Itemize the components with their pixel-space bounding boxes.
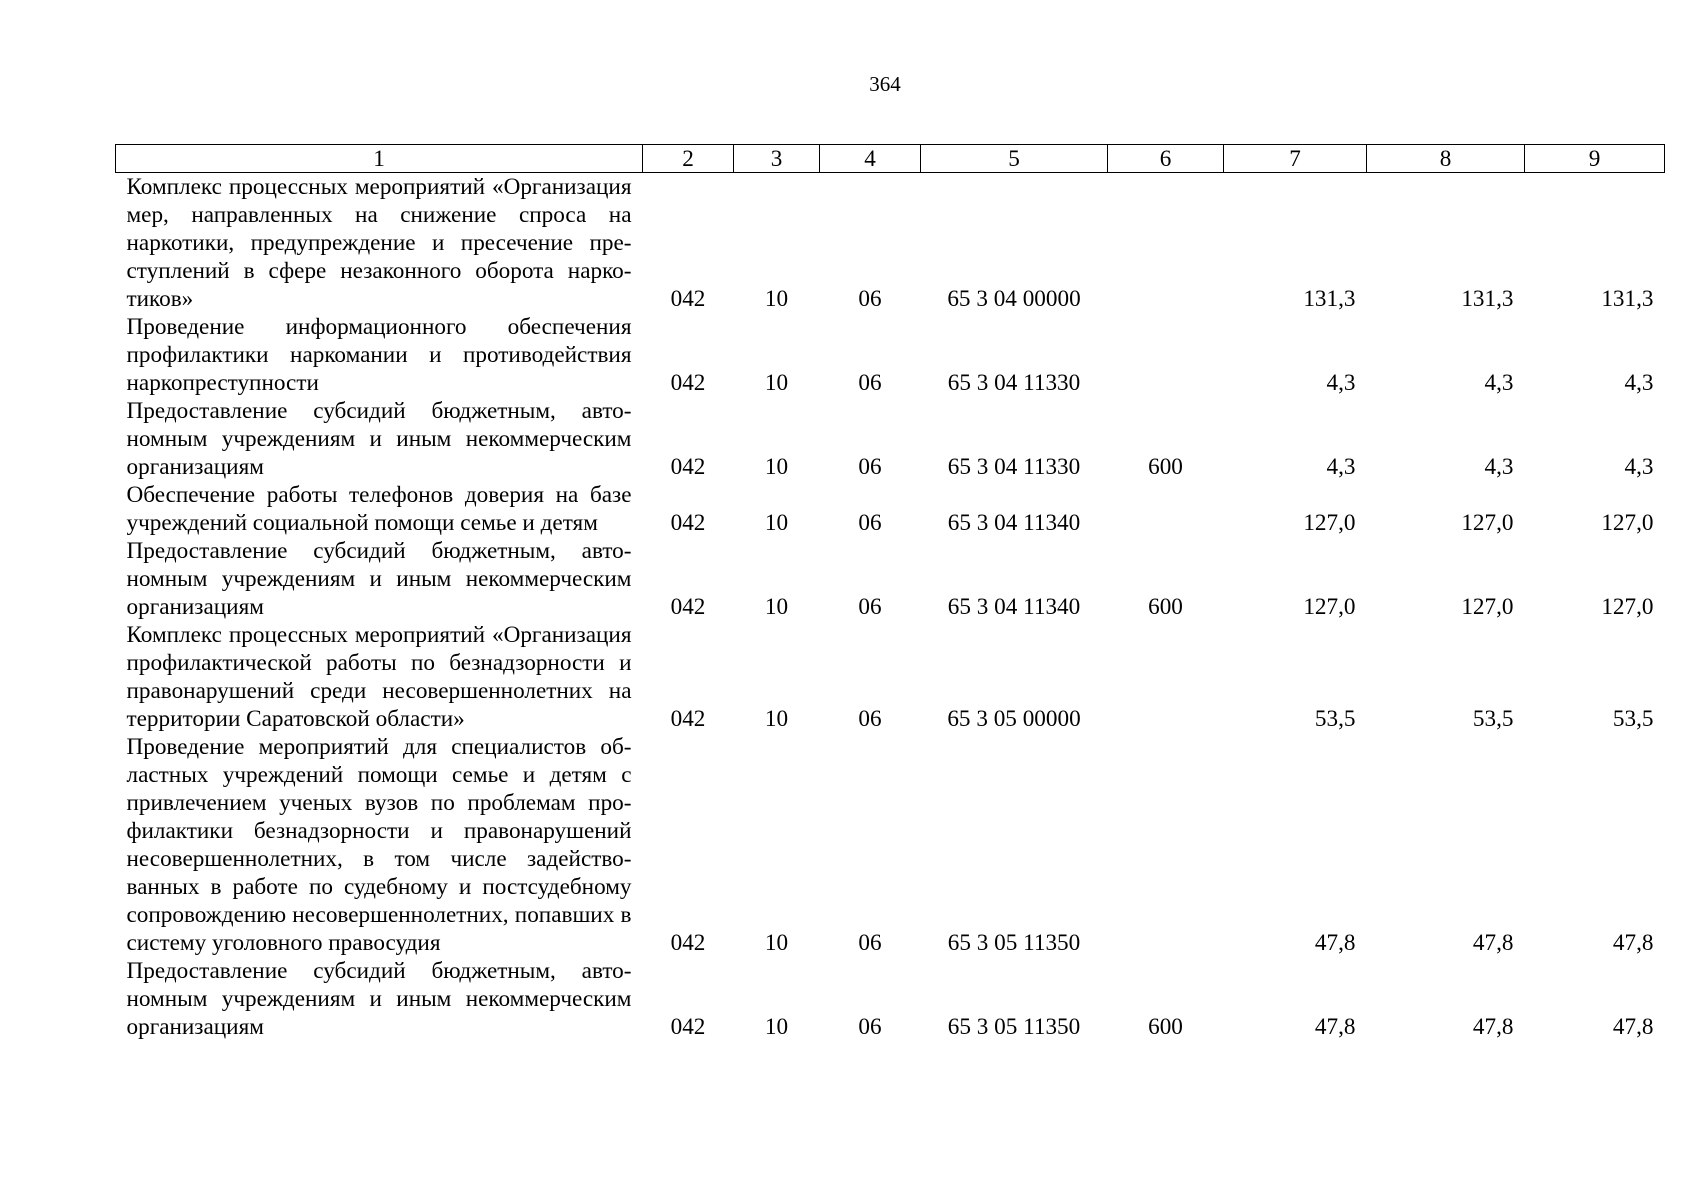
row-section: 10 — [764, 1014, 789, 1040]
budget-table — [115, 144, 1665, 1041]
table-row — [116, 397, 1665, 481]
row-year3: 47,8 — [1612, 930, 1654, 956]
header-cell-8: 8 — [1367, 145, 1525, 173]
row-section: 10 — [764, 594, 789, 620]
table-row — [116, 957, 1665, 1041]
row-year2: 4,3 — [1484, 370, 1514, 396]
header-cell-7: 7 — [1224, 145, 1367, 173]
table-row — [116, 481, 1665, 537]
row-expense-type — [1108, 313, 1224, 397]
row-ministry: 042 — [670, 706, 706, 732]
row-year3: 127,0 — [1601, 594, 1654, 620]
row-expense-type: 600 — [1148, 454, 1183, 480]
header-cell-3: 3 — [734, 145, 820, 173]
row-name: Проведение информационного обеспечения профилактики наркомании и противодействия наркопреступности — [126, 314, 632, 396]
header-cell-2: 2 — [643, 145, 734, 173]
row-section: 10 — [764, 706, 789, 732]
row-ministry: 042 — [670, 930, 706, 956]
row-ministry: 042 — [670, 286, 706, 312]
row-year1: 131,3 — [1303, 286, 1356, 312]
row-ministry: 042 — [670, 370, 706, 396]
row-target-article: 65 3 05 00000 — [947, 706, 1081, 732]
row-year3: 53,5 — [1612, 706, 1654, 732]
row-subsection: 06 — [858, 370, 882, 396]
row-subsection: 06 — [858, 286, 882, 312]
row-ministry: 042 — [670, 510, 706, 536]
row-section: 10 — [764, 370, 789, 396]
row-name: Проведение мероприятий для специалистов областных учреждений помощи семье и детям с привлечением ученых вузов по проблемам профилактики безнадзорности и правонарушений несовершеннолетних, в том числе задействованных в работе по судебному и постсудебному сопровождению несовершеннолетних, попавших в систему уголовного правосудия — [126, 734, 632, 956]
row-year2: 4,3 — [1484, 454, 1514, 480]
row-section: 10 — [764, 454, 789, 480]
table-row — [116, 733, 1665, 957]
row-target-article: 65 3 05 11350 — [947, 930, 1081, 956]
row-name: Предоставление субсидий бюджетным, автономным учреждениям и иным некоммерческим организациям — [126, 398, 632, 480]
row-ministry: 042 — [670, 454, 706, 480]
row-year1: 4,3 — [1326, 370, 1356, 396]
row-name: Комплекс процессных мероприятий «Организация мер, направленных на снижение спроса на наркотики, предупреждение и пресечение преступлений в сфере незаконного оборота наркотиков» — [126, 174, 632, 312]
row-expense-type — [1108, 733, 1224, 957]
header-cell-6: 6 — [1108, 145, 1224, 173]
row-year2: 47,8 — [1472, 1014, 1514, 1040]
row-name: Обеспечение работы телефонов доверия на базе учреждений социальной помощи семье и детям — [126, 482, 632, 536]
page-number: 364 — [869, 72, 901, 96]
header-cell-1: 1 — [116, 145, 643, 173]
row-target-article: 65 3 04 11330 — [947, 370, 1081, 396]
row-section: 10 — [764, 510, 789, 536]
row-year1: 47,8 — [1314, 930, 1356, 956]
header-row — [116, 145, 1665, 173]
row-subsection: 06 — [858, 510, 882, 536]
row-expense-type: 600 — [1148, 594, 1183, 620]
row-year3: 4,3 — [1624, 454, 1654, 480]
row-year1: 127,0 — [1303, 594, 1356, 620]
row-year2: 127,0 — [1461, 510, 1514, 536]
row-target-article: 65 3 04 11340 — [947, 594, 1081, 620]
header-cell-5: 5 — [921, 145, 1108, 173]
row-target-article: 65 3 05 11350 — [947, 1014, 1081, 1040]
row-year1: 4,3 — [1326, 454, 1356, 480]
row-name: Предоставление субсидий бюджетным, автономным учреждениям и иным некоммерческим организациям — [126, 538, 632, 620]
row-year1: 47,8 — [1314, 1014, 1356, 1040]
row-target-article: 65 3 04 11340 — [947, 510, 1081, 536]
row-name: Предоставление субсидий бюджетным, автономным учреждениям и иным некоммерческим организациям — [126, 958, 632, 1040]
row-year2: 127,0 — [1461, 594, 1514, 620]
row-year3: 127,0 — [1601, 510, 1654, 536]
row-section: 10 — [764, 286, 789, 312]
row-year1: 127,0 — [1303, 510, 1356, 536]
table-row — [116, 621, 1665, 733]
row-subsection: 06 — [858, 930, 882, 956]
row-year3: 4,3 — [1624, 370, 1654, 396]
row-year3: 131,3 — [1601, 286, 1654, 312]
row-expense-type: 600 — [1148, 1014, 1183, 1040]
row-year2: 47,8 — [1472, 930, 1514, 956]
row-ministry: 042 — [670, 594, 706, 620]
header-cell-9: 9 — [1525, 145, 1665, 173]
header-cell-4: 4 — [820, 145, 921, 173]
table-row — [116, 313, 1665, 397]
row-expense-type — [1108, 621, 1224, 733]
row-target-article: 65 3 04 11330 — [947, 454, 1081, 480]
table-row — [116, 537, 1665, 621]
row-ministry: 042 — [670, 1014, 706, 1040]
row-target-article: 65 3 04 00000 — [947, 286, 1081, 312]
table-row — [116, 173, 1665, 314]
row-year2: 131,3 — [1461, 286, 1514, 312]
row-subsection: 06 — [858, 594, 882, 620]
row-year1: 53,5 — [1314, 706, 1356, 732]
row-expense-type — [1108, 173, 1224, 314]
row-name: Комплекс процессных мероприятий «Организация профилактической работы по безнадзорности и правонарушений среди несовершеннолетних на территории Саратовской области» — [126, 622, 632, 732]
row-year3: 47,8 — [1612, 1014, 1654, 1040]
row-subsection: 06 — [858, 706, 882, 732]
row-section: 10 — [764, 930, 789, 956]
row-year2: 53,5 — [1472, 706, 1514, 732]
row-expense-type — [1108, 481, 1224, 537]
row-subsection: 06 — [858, 454, 882, 480]
row-subsection: 06 — [858, 1014, 882, 1040]
